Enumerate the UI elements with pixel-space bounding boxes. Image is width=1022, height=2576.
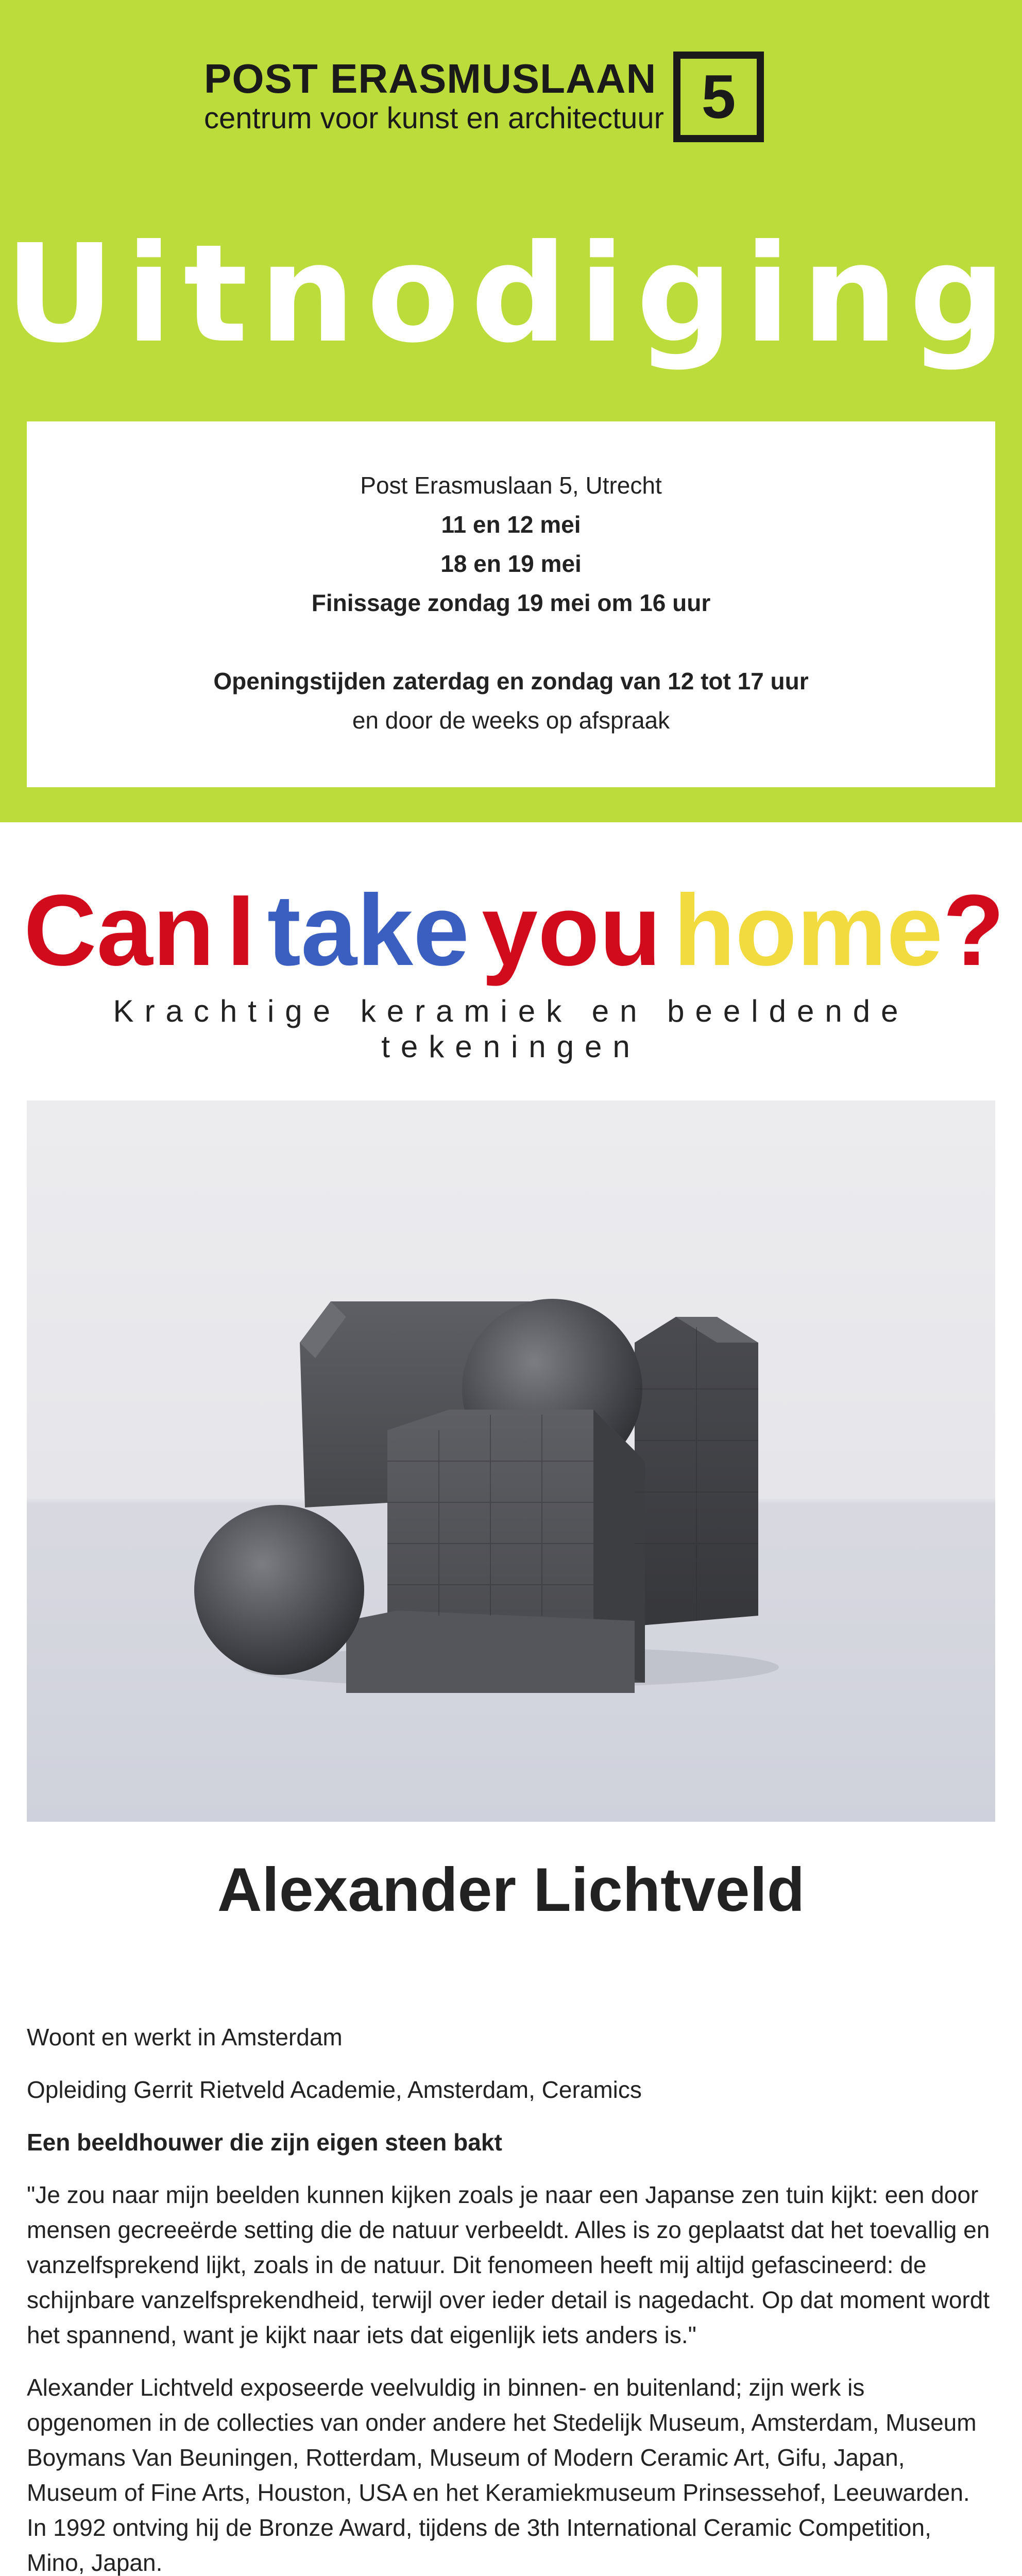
bio-quote: "Je zou naar mijn beelden kunnen kijken zoals je naar een Japanse zen tuin kijkt: een door mensen gecreeërde setting die de natuur verbeeldt. Alles is zo geplaatst dat het toevallig en vanzelfsprekend lijkt, zoals in de natuur. Dit fenomeen heeft mij altijd gefascineerd: de schijnbare vanzelfsprekendheid, terwijl over ieder detail is nagedacht. Op dat moment wordt het spannend, want je kijkt naar iets dat eigenlijk iets anders is." <box>27 2181 990 2348</box>
exhibition-title-section <box>0 822 1022 1100</box>
logo[interactable] <box>204 52 764 142</box>
bio-exhibitions: Alexander Lichtveld exposeerde veelvuldig in binnen- en buitenland; zijn werk is opgenomen in de collecties van onder andere het Stedelijk Museum, Amsterdam, Museum Boymans Van Beuningen, Rotterdam, Museum of Modern Ceramic Art, Gifu, Japan, Museum of Fine Arts, Houston, USA en het Keramiekmuseum Prinsessehof, Leeuwarden. In 1992 ontving hij de Bronze Award, tijdens de 3th International Ceramic Competition, Mino, Japan. <box>27 2374 977 2576</box>
logo-number-box: 5 <box>673 52 764 142</box>
invitation-headline: Uitnodiging <box>5 215 1017 372</box>
artist-name: Alexander Lichtveld <box>217 1855 805 1924</box>
title-word: I <box>227 874 255 987</box>
sculpture-illustration <box>27 1100 995 1822</box>
exhibition-title <box>0 870 1022 991</box>
bio-residence: Woont en werkt in Amsterdam <box>27 2024 343 2050</box>
event-address: Post Erasmuslaan 5, Utrecht <box>360 472 662 499</box>
title-word: Can <box>24 874 215 987</box>
sculpture-image <box>27 1100 995 1822</box>
event-date-1: 11 en 12 mei <box>441 511 581 538</box>
opening-hours-extra: en door de weeks op afspraak <box>352 707 670 734</box>
event-finissage: Finissage zondag 19 mei om 16 uur <box>311 589 711 616</box>
event-date-2: 18 en 19 mei <box>440 550 582 577</box>
exhibition-subtitle: Krachtige keramiek en beeldende tekeningen <box>113 994 909 1064</box>
logo-subtitle: centrum voor kunst en architectuur <box>204 101 664 135</box>
event-info-card <box>27 421 995 787</box>
opening-hours: Openingstijden zaterdag en zondag van 12 tot 17 uur <box>213 668 809 694</box>
title-word: you <box>482 874 661 987</box>
header-section <box>0 0 1022 822</box>
title-word: home <box>673 874 943 987</box>
bio-education: Opleiding Gerrit Rietveld Academie, Amsterdam, Ceramics <box>27 2076 642 2103</box>
title-word: take <box>267 874 470 987</box>
logo-name: POST ERASMUSLAAN <box>204 55 657 101</box>
title-question-mark: ? <box>943 874 1004 987</box>
bio-heading: Een beeldhouwer die zijn eigen steen bakt <box>27 2129 502 2156</box>
artist-bio <box>27 2020 995 2576</box>
